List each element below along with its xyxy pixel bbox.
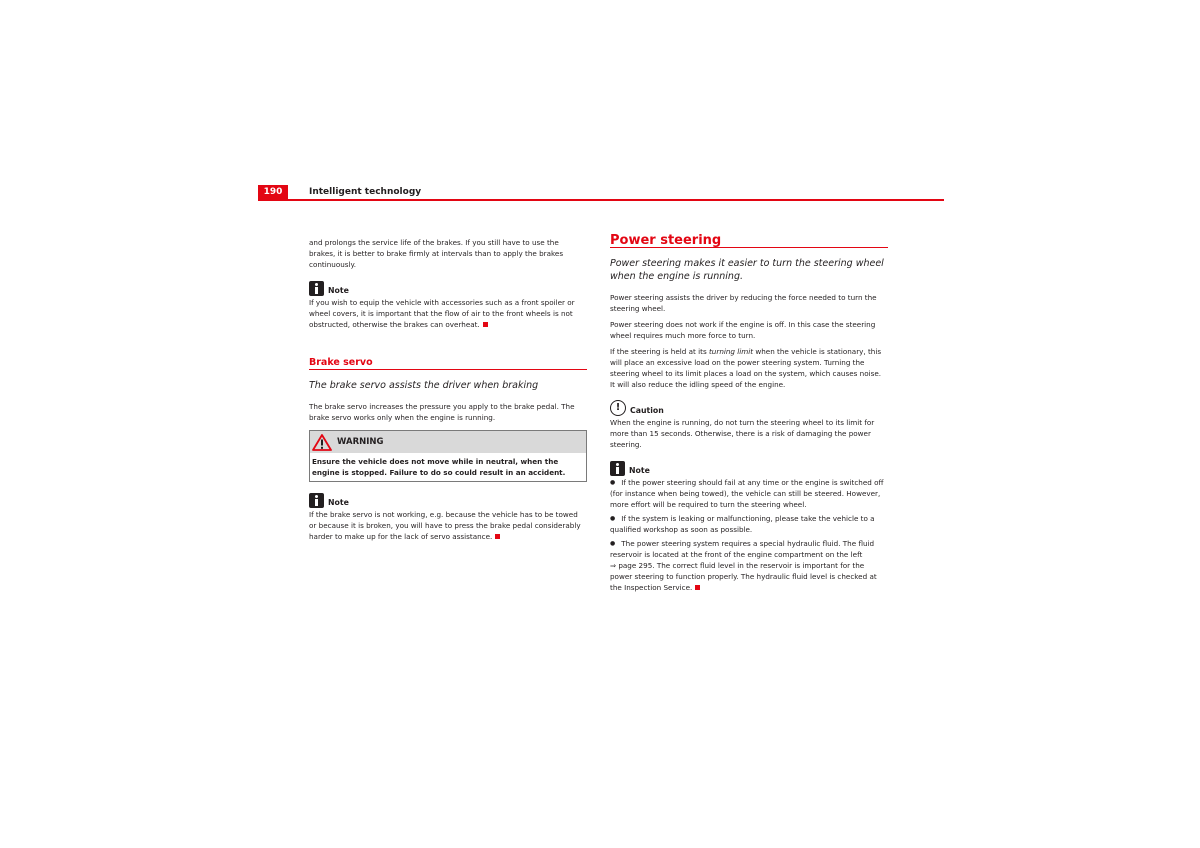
arrow-reference-icon: ⇒ <box>610 561 617 570</box>
brake-servo-text: The brake servo increases the pressure you apply to the brake pedal. The brake servo works only when the engine is running. <box>309 402 575 422</box>
info-icon <box>309 493 324 508</box>
paragraph: Power steering assists the driver by reducing the force needed to turn the steering wheel. <box>610 293 877 313</box>
note-label: Note <box>328 286 349 295</box>
right-column <box>610 235 888 596</box>
left-column <box>309 237 587 547</box>
chapter-title: Intelligent technology <box>309 187 422 197</box>
caution-header <box>610 400 888 416</box>
page-header <box>258 185 944 201</box>
info-icon <box>610 461 625 476</box>
brake-servo-heading: Brake servo <box>309 357 587 370</box>
power-steering-heading: Power steering <box>610 235 888 248</box>
list-item: ● If the power steering should fail at any time or the engine is switched off (for instance when being towed), the vehicle can still be steered. However, more effort will be required to turn the steering wheel. <box>610 477 888 510</box>
header-rule <box>258 199 944 201</box>
warning-box <box>309 430 587 482</box>
page-number: 190 <box>258 185 288 200</box>
end-mark-icon <box>495 534 500 539</box>
warning-triangle-icon <box>312 434 332 451</box>
paragraph: If the steering is held at its turning limit when the vehicle is stationary, this will place an excessive load on the power steering system. Turning the steering wheel to its limit places a load on the system, which causes noise. It will also reduce the idling speed of the engine. <box>610 347 882 389</box>
caution-icon: ! <box>610 400 626 416</box>
power-steering-subtitle: Power steering makes it easier to turn the steering wheel when the engine is running. <box>610 258 884 282</box>
paragraph: Power steering does not work if the engine is off. In this case the steering wheel requires much more force to turn. <box>610 320 876 340</box>
note-label: Note <box>328 498 349 507</box>
intro-paragraph: and prolongs the service life of the brakes. If you still have to use the brakes, it is better to brake firmly at intervals than to apply the brakes continuously. <box>309 238 564 269</box>
note-header <box>309 281 587 296</box>
end-mark-icon <box>695 585 700 590</box>
note-header <box>610 461 888 476</box>
warning-text: Ensure the vehicle does not move while in neutral, when the engine is stopped. Failure to do so could result in an accident. <box>312 457 566 477</box>
end-mark-icon <box>483 322 488 327</box>
caution-label: Caution <box>630 406 664 415</box>
warning-header <box>310 431 586 453</box>
note-text: If you wish to equip the vehicle with accessories such as a front spoiler or wheel covers, it is important that the flow of air to the front wheels is not obstructed, otherwise the brakes can overheat. <box>309 298 575 329</box>
list-item: ● The power steering system requires a special hydraulic fluid. The fluid reservoir is located at the front of the engine compartment on the left ⇒ page 295. The correct fluid level in the reservoir is important for the power steering to function properly. The hydraulic fluid level is checked at the Inspection Service. <box>610 538 888 593</box>
info-icon <box>309 281 324 296</box>
note-header <box>309 493 587 508</box>
list-item: ● If the system is leaking or malfunctioning, please take the vehicle to a qualified workshop as soon as possible. <box>610 513 888 535</box>
brake-servo-subtitle: The brake servo assists the driver when braking <box>309 380 539 391</box>
note-text: If the brake servo is not working, e.g. because the vehicle has to be towed or because it is broken, you will have to press the brake pedal considerably harder to make up for the lack of servo assistance. <box>309 510 581 541</box>
warning-label: WARNING <box>337 436 384 447</box>
caution-text: When the engine is running, do not turn the steering wheel to its limit for more than 15 seconds. Otherwise, there is a risk of damaging the power steering. <box>610 418 875 449</box>
note-label: Note <box>629 466 650 475</box>
